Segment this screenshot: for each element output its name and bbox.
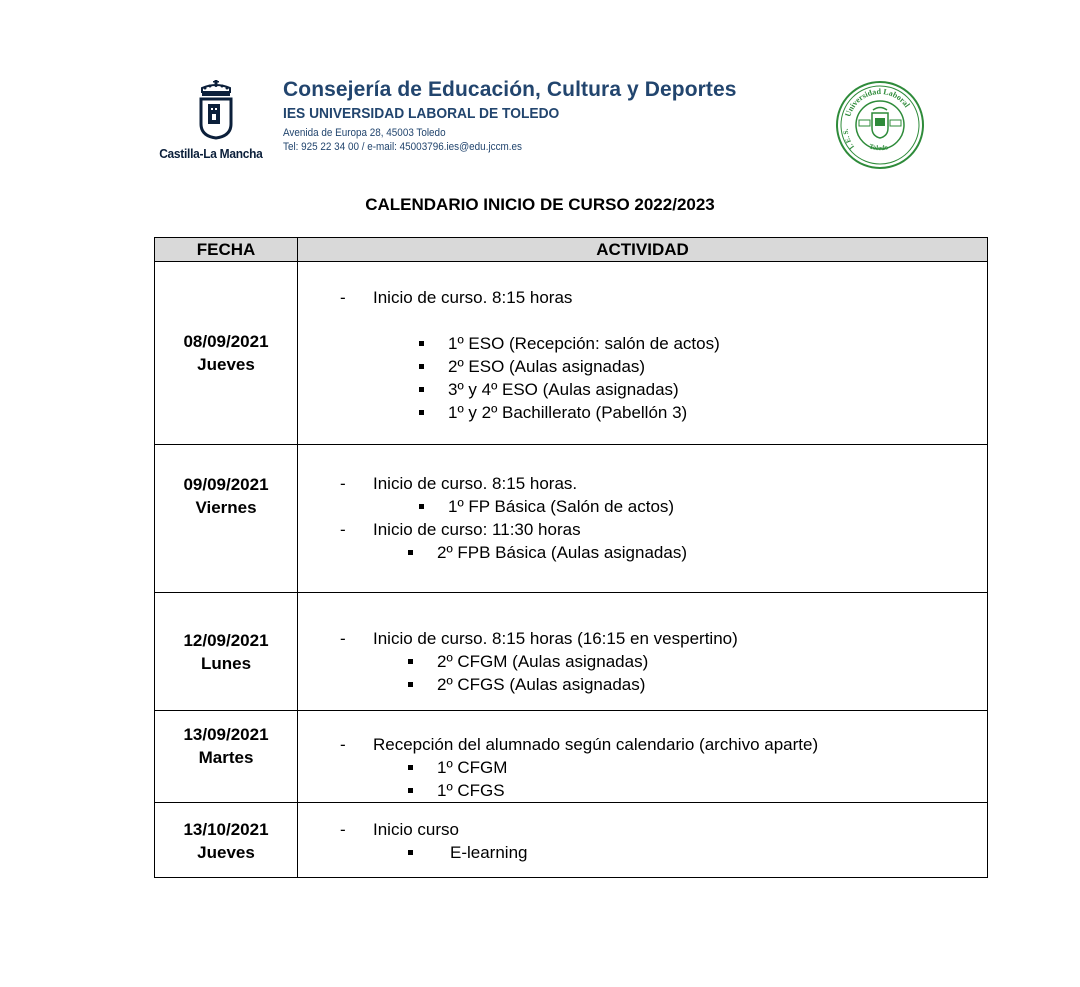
table-row	[155, 803, 988, 878]
activity-item: - Inicio de curso. 8:15 horas (16:15 en vespertino)	[340, 629, 738, 648]
date-cell	[155, 262, 298, 445]
activity-cell	[298, 445, 988, 593]
row-day: Jueves	[197, 355, 255, 374]
date-cell	[155, 445, 298, 593]
dash-marker: -	[340, 288, 346, 307]
activity-subitem: 2º FPB Básica (Aulas asignadas)	[298, 541, 987, 564]
dash-marker: -	[340, 735, 346, 754]
activity-cell	[298, 262, 988, 445]
dash-marker: -	[340, 820, 346, 839]
dash-marker: -	[340, 629, 346, 648]
castle-crest-icon	[196, 78, 236, 142]
row-day: Lunes	[200, 653, 252, 673]
activity-cell	[298, 803, 988, 878]
row-date: 08/09/2021	[183, 332, 269, 351]
table-row	[155, 445, 988, 593]
activity-subitem: 1º FP Básica (Salón de actos)	[298, 495, 987, 518]
seal-text-bottom: Toledo	[868, 142, 889, 153]
date-cell	[155, 593, 298, 711]
school-address: Avenida de Europa 28, 45003 Toledo	[283, 127, 446, 139]
activity-item: - Recepción del alumnado según calendario (archivo aparte)	[340, 735, 819, 754]
school-contact: Tel: 925 22 34 00 / e-mail: 45003796.ies@edu.jccm.es	[283, 141, 522, 153]
schedule-table	[154, 237, 988, 878]
document-title: CALENDARIO INICIO DE CURSO 2022/2023	[365, 195, 715, 214]
row-date: 13/09/2021	[183, 725, 269, 744]
activity-subitem: 2º CFGS (Aulas asignadas)	[298, 673, 987, 696]
dash-marker: -	[340, 474, 346, 493]
dash-marker: -	[340, 520, 346, 539]
seal-text-left: I. E. S.	[841, 128, 857, 151]
header-fecha: FECHA	[155, 238, 298, 262]
row-date: 12/09/2021	[183, 630, 269, 650]
table-row	[155, 593, 988, 711]
date-cell	[155, 803, 298, 878]
activity-subitem: 2º ESO (Aulas asignadas)	[298, 355, 987, 378]
activity-subitem: 1º CFGM	[298, 756, 987, 779]
date-cell	[155, 711, 298, 803]
row-day: Viernes	[195, 498, 257, 517]
activity-subitem: 1º CFGS	[298, 779, 987, 802]
activity-cell	[298, 593, 988, 711]
school-name: IES UNIVERSIDAD LABORAL DE TOLEDO	[283, 105, 560, 122]
activity-item: - Inicio curso	[340, 820, 459, 839]
activity-item: - Inicio de curso: 11:30 horas	[340, 520, 581, 539]
seal-text-top: Universidad Laboral	[843, 86, 912, 118]
row-day: Martes	[198, 748, 254, 767]
activity-subitem: 1º ESO (Recepción: salón de actos)	[298, 332, 987, 355]
table-header-row	[155, 238, 988, 262]
activity-subitem: 3º y 4º ESO (Aulas asignadas)	[298, 378, 987, 401]
row-date: 09/09/2021	[183, 475, 269, 494]
castilla-la-mancha-logo	[152, 78, 280, 168]
seal-emblem-icon	[835, 80, 925, 170]
activity-subitem: 1º y 2º Bachillerato (Pabellón 3)	[298, 401, 987, 424]
activity-item: - Inicio de curso. 8:15 horas.	[340, 474, 578, 493]
institution-header	[283, 78, 737, 153]
region-name: Castilla-La Mancha	[159, 146, 263, 161]
table-row	[155, 262, 988, 445]
header-actividad: ACTIVIDAD	[298, 238, 988, 262]
school-seal	[835, 80, 925, 170]
department-title: Consejería de Educación, Cultura y Deportes	[283, 78, 737, 101]
activity-subitem: E-learning	[298, 841, 987, 864]
activity-subitem: 2º CFGM (Aulas asignadas)	[298, 650, 987, 673]
table-row	[155, 711, 988, 803]
activity-cell	[298, 711, 988, 803]
activity-item: - Inicio de curso. 8:15 horas	[340, 288, 573, 307]
row-date: 13/10/2021	[183, 820, 269, 839]
row-day: Jueves	[197, 843, 255, 862]
